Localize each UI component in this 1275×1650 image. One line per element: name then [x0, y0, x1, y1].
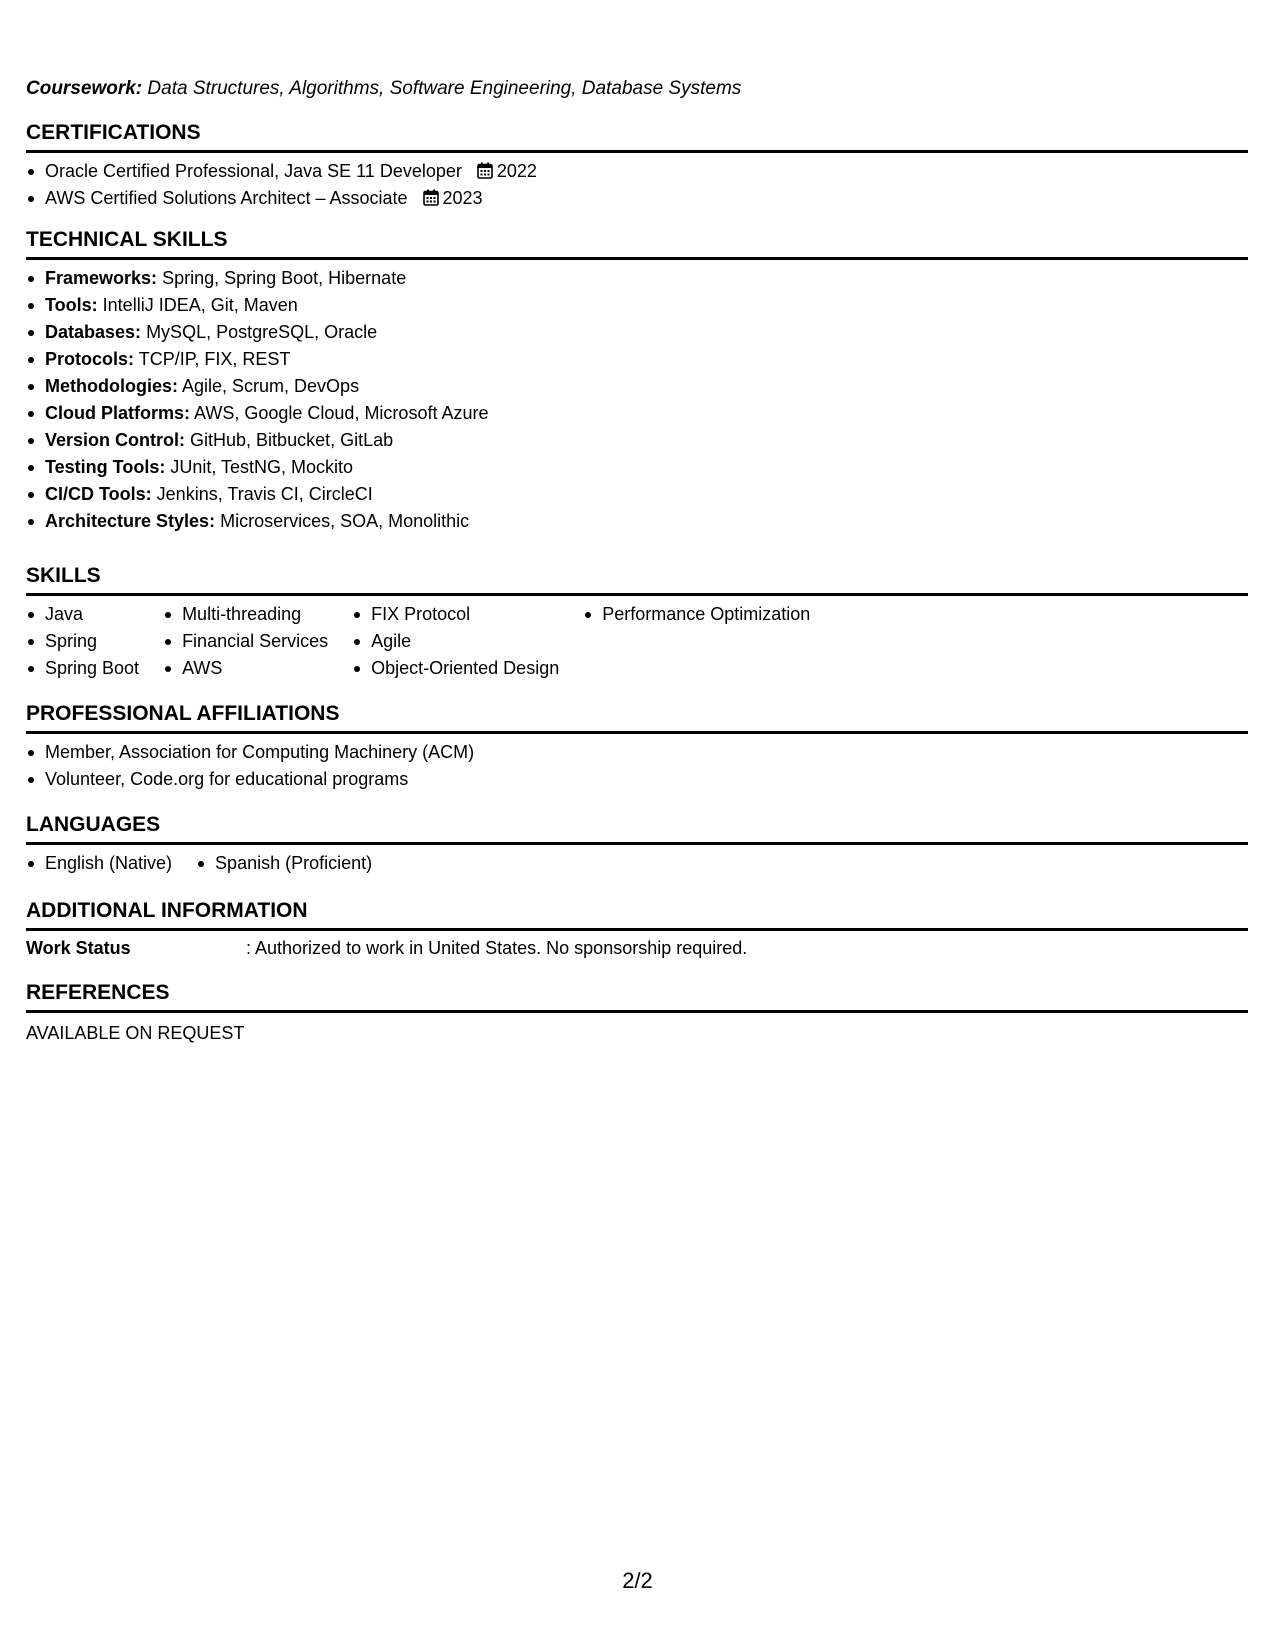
skill-values: AWS, Google Cloud, Microsoft Azure [194, 403, 489, 423]
coursework-line [26, 78, 741, 100]
section-divider [26, 593, 1248, 596]
list-item: Volunteer, Code.org for educational programs [26, 766, 1248, 793]
calendar-icon [423, 189, 439, 206]
section-title: ADDITIONAL INFORMATION [26, 899, 308, 922]
section-divider [26, 257, 1248, 260]
list-item: Spring Boot [26, 655, 139, 682]
skills-column [26, 601, 139, 682]
list-item [26, 373, 1248, 400]
technical-skills-list [26, 265, 1248, 535]
skill-category: Cloud Platforms: [45, 403, 191, 423]
list-item: FIX Protocol [352, 601, 559, 628]
list-item [26, 400, 1248, 427]
list-item [26, 185, 1248, 212]
list-item: Java [26, 601, 139, 628]
languages-row [26, 850, 1248, 877]
work-status-label: Work Status [26, 938, 131, 958]
references-section [26, 980, 1248, 1047]
skill-category: Databases: [45, 322, 142, 342]
skills-section [26, 563, 1248, 682]
certifications-section [26, 120, 1248, 212]
list-item: Multi-threading [163, 601, 328, 628]
list-item [26, 292, 1248, 319]
affiliations-list [26, 739, 1248, 793]
skill-values: MySQL, PostgreSQL, Oracle [146, 322, 378, 342]
section-divider [26, 1010, 1248, 1013]
work-status-value: : Authorized to work in United States. No sponsorship required. [246, 938, 748, 958]
list-item: Financial Services [163, 628, 328, 655]
skill-category: Frameworks: [45, 268, 158, 288]
section-title: LANGUAGES [26, 813, 161, 836]
section-title: REFERENCES [26, 981, 170, 1004]
skill-values: Jenkins, Travis CI, CircleCI [156, 484, 373, 504]
languages-section [26, 812, 1248, 877]
section-title: CERTIFICATIONS [26, 121, 201, 144]
list-item [26, 346, 1248, 373]
certification-name: Oracle Certified Professional, Java SE 11 Developer [45, 161, 462, 181]
skill-values: Spring, Spring Boot, Hibernate [162, 268, 407, 288]
list-item: AWS [163, 655, 328, 682]
affiliations-section [26, 701, 1248, 793]
list-item [26, 265, 1248, 292]
skills-column [583, 601, 810, 682]
skill-category: Tools: [45, 295, 98, 315]
list-item: Spring [26, 628, 139, 655]
section-title: SKILLS [26, 564, 101, 587]
certification-year: 2023 [442, 188, 483, 208]
skill-category: Protocols: [45, 349, 135, 369]
skill-values: IntelliJ IDEA, Git, Maven [102, 295, 298, 315]
skills-columns [26, 601, 1248, 682]
list-item [26, 481, 1248, 508]
list-item [26, 454, 1248, 481]
list-item: Spanish (Proficient) [196, 850, 372, 877]
list-item: Performance Optimization [583, 601, 810, 628]
certification-year: 2022 [496, 161, 537, 181]
certifications-list [26, 158, 1248, 212]
skill-values: TCP/IP, FIX, REST [138, 349, 291, 369]
section-divider [26, 928, 1248, 931]
list-item [26, 319, 1248, 346]
coursework-label: Coursework: [26, 78, 143, 99]
skill-values: GitHub, Bitbucket, GitLab [190, 430, 394, 450]
list-item: Member, Association for Computing Machinery (ACM) [26, 739, 1248, 766]
skill-category: Methodologies: [45, 376, 178, 396]
calendar-icon [477, 162, 493, 179]
list-item [26, 158, 1248, 185]
section-title: PROFESSIONAL AFFILIATIONS [26, 702, 340, 725]
list-item [26, 508, 1248, 535]
skill-category: CI/CD Tools: [45, 484, 152, 504]
list-item: English (Native) [26, 850, 172, 877]
skill-category: Version Control: [45, 430, 186, 450]
list-item: Object-Oriented Design [352, 655, 559, 682]
list-item [26, 427, 1248, 454]
skill-category: Architecture Styles: [45, 511, 216, 531]
section-title: TECHNICAL SKILLS [26, 228, 228, 251]
skill-category: Testing Tools: [45, 457, 166, 477]
work-status-row [26, 935, 1248, 962]
section-divider [26, 731, 1248, 734]
skill-values: Microservices, SOA, Monolithic [220, 511, 470, 531]
skill-values: JUnit, TestNG, Mockito [170, 457, 354, 477]
technical-skills-section [26, 227, 1248, 535]
skills-column [352, 601, 559, 682]
references-text: AVAILABLE ON REQUEST [26, 1023, 245, 1043]
section-divider [26, 842, 1248, 845]
list-item: Agile [352, 628, 559, 655]
page-number: 2/2 [622, 1568, 653, 1593]
skill-values: Agile, Scrum, DevOps [182, 376, 360, 396]
skills-column [163, 601, 328, 682]
certification-name: AWS Certified Solutions Architect – Associate [45, 188, 408, 208]
languages-list [26, 850, 396, 877]
coursework-text: Data Structures, Algorithms, Software Engineering, Database Systems [147, 78, 742, 99]
additional-info-section [26, 898, 1248, 962]
section-divider [26, 150, 1248, 153]
